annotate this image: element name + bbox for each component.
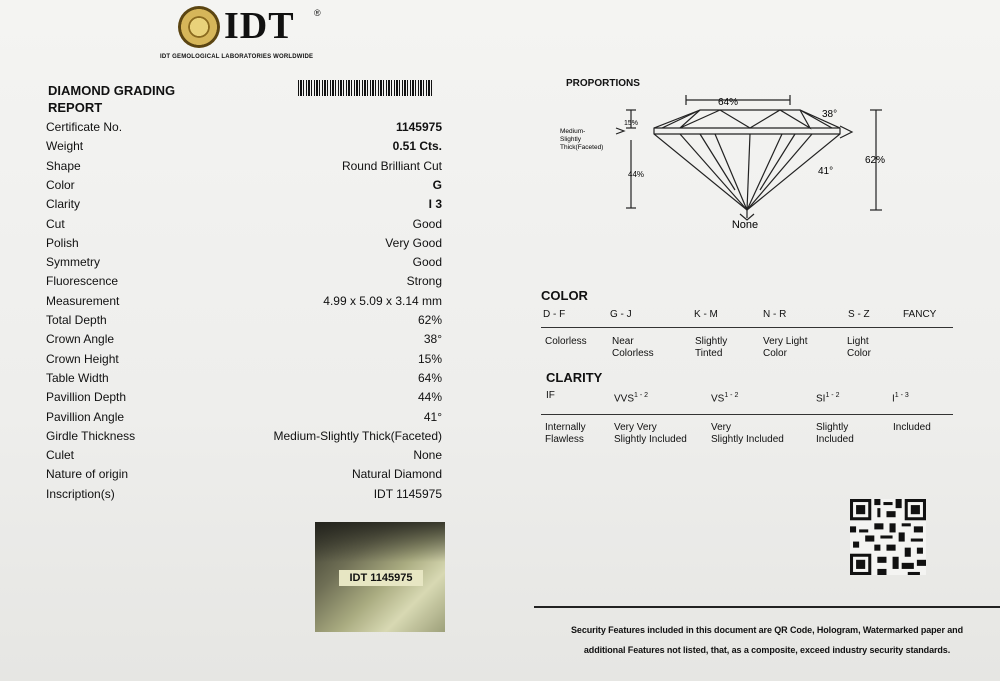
culet-label: None	[731, 219, 759, 231]
pavilion-depth-label: 44%	[628, 170, 645, 179]
grading-row	[46, 139, 442, 158]
lab-name: IDT GEMOLOGICAL LABORATORIES WORLDWIDE	[160, 54, 314, 60]
grading-row-label: Nature of origin	[46, 467, 129, 482]
grading-row-label: Shape	[46, 158, 81, 173]
grading-row-label: Measurement	[46, 293, 120, 308]
grading-row	[46, 448, 442, 467]
grading-row	[46, 274, 442, 293]
grading-row	[46, 178, 442, 197]
clarity-description: Slightly Included	[711, 434, 784, 445]
grading-row	[46, 255, 442, 274]
girdle-label-line3: Thick(Faceted)	[560, 144, 604, 151]
color-divider	[541, 327, 953, 328]
color-description: Colorless	[545, 336, 587, 347]
grading-row	[46, 294, 442, 313]
girdle-label-line1: Medium-	[560, 128, 586, 135]
grading-row	[46, 352, 442, 371]
report-title-line2: REPORT	[48, 100, 103, 115]
grading-row-value: 4.99 x 5.09 x 3.14 mm	[323, 293, 442, 308]
grading-row	[46, 332, 442, 351]
color-description: Very Light	[763, 336, 808, 347]
grading-row-value: None	[413, 448, 442, 463]
grading-row-value: Natural Diamond	[351, 467, 442, 482]
clarity-grade-range: 1 - 2	[634, 392, 649, 399]
total-depth-label: 62%	[865, 155, 886, 166]
brand-name: IDT	[224, 5, 295, 47]
security-line2: additional Features not listed, that, as a composite, exceed industry security standards.	[583, 645, 951, 655]
clarity-description: Included	[816, 434, 854, 445]
color-grade: S - Z	[848, 309, 870, 320]
clarity-grade	[816, 390, 839, 405]
grading-row-label: Symmetry	[46, 255, 100, 270]
color-description: Colorless	[612, 348, 654, 359]
security-note	[534, 620, 1000, 660]
idt-logo	[160, 4, 348, 62]
clarity-description: Slightly Included	[614, 434, 687, 445]
grading-row-label: Fluorescence	[46, 274, 119, 289]
clarity-grade	[711, 390, 738, 405]
grading-row-label: Certificate No.	[46, 120, 123, 134]
grading-row-label: Crown Angle	[46, 332, 115, 347]
grading-row-value: 64%	[417, 370, 442, 385]
grading-row-value: Strong	[406, 274, 442, 289]
grading-row	[46, 217, 442, 236]
color-grade: N - R	[763, 309, 787, 320]
clarity-scale-title: CLARITY	[546, 370, 603, 385]
crown-angle-label: 38°	[822, 109, 838, 120]
grading-row	[46, 467, 442, 486]
grading-row	[46, 313, 442, 332]
clarity-grade	[546, 390, 555, 402]
proportions-title: PROPORTIONS	[566, 78, 640, 89]
color-description: Light	[847, 336, 869, 347]
clarity-description: Internally	[545, 422, 586, 433]
clarity-grade	[614, 390, 648, 405]
gold-seal-icon	[178, 6, 220, 48]
clarity-divider	[541, 414, 953, 415]
grading-row-label: Girdle Thickness	[46, 428, 136, 443]
grading-row-label: Total Depth	[46, 313, 107, 327]
grading-row	[46, 236, 442, 255]
grading-row-value: Medium-Slightly Thick(Faceted)	[273, 428, 442, 443]
clarity-grade-range: 1 - 2	[825, 392, 840, 399]
grading-row-value: 1145975	[395, 120, 442, 134]
grading-row	[46, 487, 442, 506]
barcode	[298, 80, 434, 96]
grading-row-value: 15%	[417, 351, 442, 366]
color-description: Near	[612, 336, 634, 347]
report-title	[48, 82, 228, 116]
clarity-description: Very	[711, 422, 732, 433]
grading-row-label: Table Width	[46, 370, 109, 385]
clarity-grade-base: SI	[816, 393, 826, 405]
photo-shade	[315, 522, 445, 562]
grading-row-label: Culet	[46, 448, 75, 463]
color-grade: G - J	[610, 309, 632, 320]
qr-code-icon	[850, 498, 926, 576]
grading-row-value: I 3	[428, 197, 442, 212]
clarity-grade-base: I	[892, 393, 895, 405]
girdle-label-line2: Slightly	[560, 136, 581, 143]
table-width-label: 64%	[717, 97, 739, 108]
pavilion-angle-label: 41°	[818, 166, 834, 177]
grading-row	[46, 159, 442, 178]
grading-row	[46, 390, 442, 409]
clarity-grade-range: 1 - 2	[724, 392, 739, 399]
footer-rule	[534, 606, 1000, 608]
color-description: Color	[763, 348, 787, 359]
clarity-grade-base: VVS	[614, 393, 635, 405]
grading-row-value: Round Brilliant Cut	[341, 158, 442, 173]
color-description: Color	[847, 348, 871, 359]
color-description: Tinted	[695, 348, 723, 359]
grading-row-label: Crown Height	[46, 351, 119, 366]
grading-row-value: IDT 1145975	[373, 486, 442, 501]
grading-row-value: Good	[412, 255, 442, 270]
grading-row	[46, 429, 442, 448]
color-grade: K - M	[694, 309, 718, 320]
security-line1: Security Features included in this document are QR Code, Hologram, Watermarked paper and	[571, 625, 963, 635]
grading-row-label: Pavillion Depth	[46, 390, 127, 405]
proportions-diagram	[550, 90, 900, 240]
grading-row-label: Polish	[46, 235, 79, 250]
clarity-grade	[892, 390, 909, 405]
grading-row-value: Very Good	[385, 235, 442, 250]
color-scale-title: COLOR	[541, 288, 588, 303]
grading-row-label: Clarity	[46, 197, 81, 212]
grading-row	[46, 197, 442, 216]
photo-inscription: IDT 1145975	[339, 570, 423, 586]
grading-row	[46, 410, 442, 429]
grading-row	[46, 120, 442, 139]
registered-mark: ®	[314, 8, 321, 18]
grading-row-value: 38°	[423, 332, 442, 347]
clarity-description: Slightly	[816, 422, 849, 433]
grading-row-value: 62%	[417, 313, 442, 327]
grading-row-value: G	[432, 177, 442, 192]
clarity-grade-range: 1 - 3	[894, 392, 909, 399]
grading-row-value: 0.51 Cts.	[392, 139, 442, 154]
inscription-photo	[315, 522, 445, 632]
color-description: Slightly	[695, 336, 728, 347]
clarity-grade-base: VS	[711, 393, 725, 405]
grading-row-label: Pavillion Angle	[46, 409, 125, 424]
grading-row-label: Color	[46, 177, 75, 192]
color-grade: D - F	[543, 309, 566, 320]
clarity-grade-base: IF	[546, 390, 555, 401]
report-title-line1: DIAMOND GRADING	[48, 83, 176, 98]
clarity-description: Included	[893, 422, 931, 433]
clarity-description: Flawless	[545, 434, 584, 445]
grading-row-label: Inscription(s)	[46, 486, 115, 501]
crown-height-label: 15%	[624, 120, 639, 127]
grading-row-label: Weight	[46, 139, 84, 154]
grading-row-value: Good	[412, 216, 442, 231]
color-grade: FANCY	[903, 309, 937, 320]
grading-row-value: 41°	[423, 409, 442, 424]
grading-row	[46, 371, 442, 390]
grading-row-value: 44%	[417, 390, 442, 405]
clarity-description: Very Very	[614, 422, 657, 433]
grading-row-label: Cut	[46, 216, 65, 231]
